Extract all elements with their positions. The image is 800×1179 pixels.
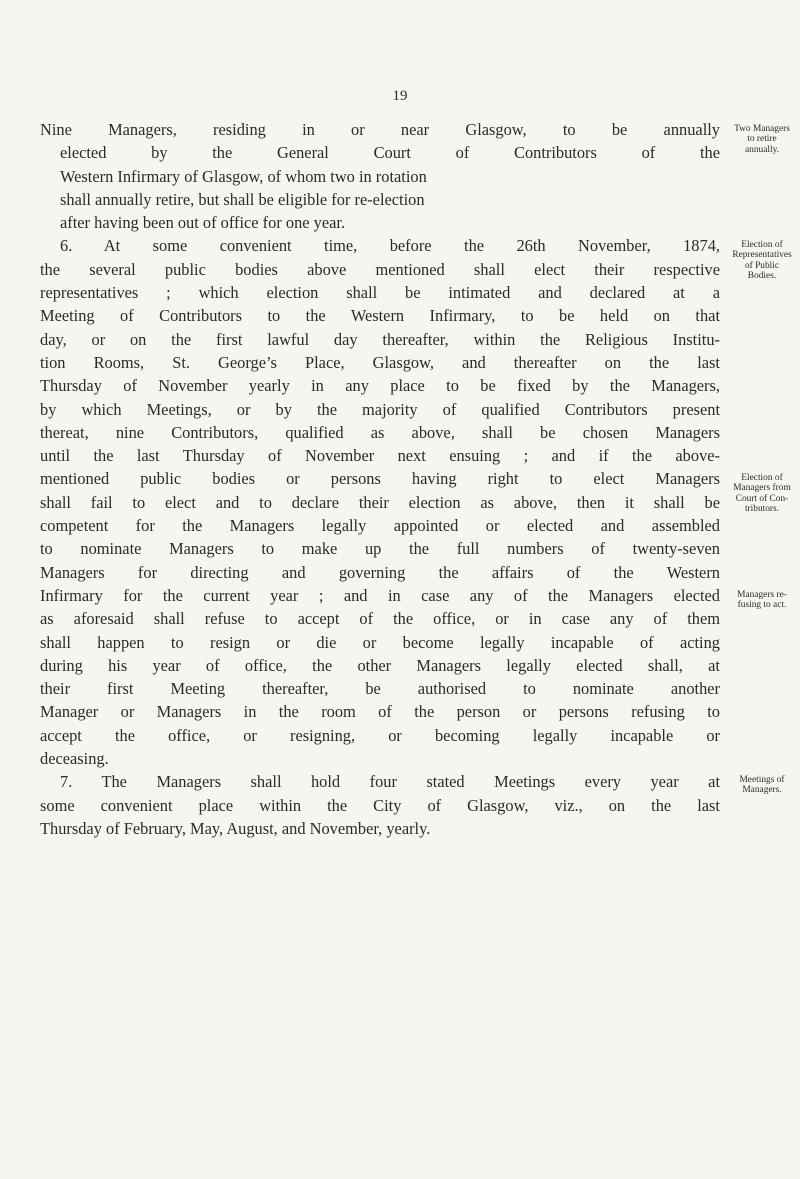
marginal-note: Election of Representatives of Public Bodies. — [732, 240, 792, 281]
text-line: Managers for directing and governing the affairs of the Western — [40, 562, 720, 582]
text-line: accept the office, or resigning, or becoming legally incapable or — [40, 725, 720, 745]
text-line: as aforesaid shall refuse to accept of the office, or in case any of them — [40, 609, 720, 629]
text-line: thereat, nine Contributors, qualified as above, shall be chosen Managers — [40, 422, 720, 442]
text-line: Meeting of Contributors to the Western Infirmary, to be held on that — [40, 306, 720, 326]
text-line: Infirmary for the current year ; and in case any of the Managers elected — [40, 585, 720, 605]
text-line: Nine Managers, residing in or near Glasgow, to be annually — [40, 120, 720, 139]
body-text — [40, 118, 720, 840]
text-line: Thursday of November yearly in any place to be fixed by the Managers, — [40, 376, 720, 396]
text-line: until the last Thursday of November next ensuing ; and if the above- — [40, 446, 720, 466]
text-line: Thursday of February, May, August, and November, yearly. — [40, 818, 431, 838]
text-line: after having been out of office for one year. — [60, 213, 346, 233]
text-line: deceasing. — [40, 749, 109, 769]
text-line: tion Rooms, St. George’s Place, Glasgow, and thereafter on the last — [40, 352, 720, 372]
text-line: representatives ; which election shall be intimated and declared at a — [40, 283, 720, 303]
text-line: during his year of office, the other Managers legally elected shall, at — [40, 655, 720, 675]
text-line: shall annually retire, but shall be eligible for re-election — [60, 189, 425, 209]
text-line: Manager or Managers in the room of the person or persons refusing to — [40, 702, 720, 722]
text-line: 7. The Managers shall hold four stated Meetings every year at — [60, 772, 720, 792]
marginal-note: Managers re- fusing to act. — [737, 590, 787, 611]
marginal-note: Meetings of Managers. — [739, 775, 785, 796]
page-number: 19 — [392, 88, 408, 104]
marginal-note: Two Managers to retire annually. — [734, 124, 790, 155]
text-line: some convenient place within the City of Glasgow, viz., on the last — [40, 795, 720, 815]
text-line: shall fail to elect and to declare their election as above, then it shall be — [40, 492, 720, 512]
text-line: their first Meeting thereafter, be authorised to nominate another — [40, 679, 720, 699]
text-line: day, or on the first lawful day thereafter, within the Religious Institu- — [40, 329, 720, 349]
text-line: by which Meetings, or by the majority of qualified Contributors present — [40, 399, 720, 419]
text-line: competent for the Managers legally appointed or elected and assembled — [40, 516, 720, 536]
text-line: the several public bodies above mentioned shall elect their respective — [40, 259, 720, 279]
text-line: Western Infirmary of Glasgow, of whom two in rotation — [60, 166, 427, 186]
marginal-note: Election of Managers from Court of Con- tributors. — [733, 473, 791, 514]
text-line: 6. At some convenient time, before the 26th November, 1874, — [60, 236, 720, 256]
text-line: to nominate Managers to make up the full numbers of twenty-seven — [40, 539, 720, 559]
text-line: shall happen to resign or die or become legally incapable of acting — [40, 632, 720, 652]
text-line: elected by the General Court of Contributors of the — [60, 143, 720, 163]
text-line: mentioned public bodies or persons having right to elect Managers — [40, 469, 720, 489]
